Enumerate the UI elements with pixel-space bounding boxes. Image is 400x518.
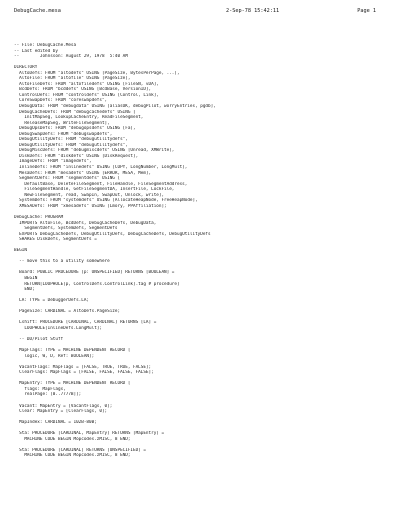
code-line: BEGIN: [14, 275, 38, 281]
header-page-label: Page: [357, 8, 370, 14]
code-line: NewFileSegment, read, SwapIn, SwapOut, Unlock, write],: [14, 192, 165, 198]
code-line: Vacant: MapEntry = [VacantFlags, 0];: [14, 403, 113, 409]
code-line: -- Last edited by: [14, 48, 58, 54]
code-line: MACHINE CODE BEGIN Mopcodes.zMISC, 8 END;: [14, 436, 131, 442]
code-line: SegmentDefs: FROM "segmentdefs" USING [: [14, 176, 121, 182]
code-line: VacantFlags: MapFlags = [FALSE, TRUE, TRUE, FALSE];: [14, 364, 152, 370]
code-line: RETURN[LOOPHOLE[p, ControlDefs.ControlLink].tag # procedure]: [14, 281, 180, 287]
code-line: DebugCache: PROGRAM: [14, 214, 64, 220]
code-line: DebugCacheDefs: FROM "debugcachedefs" USING [: [14, 109, 136, 115]
code-line: -- DD/Pilot Stuff: [14, 336, 64, 342]
code-line: DebugUtilityDefs: FROM "debugutilitydefs",: [14, 142, 128, 148]
code-line: MapEntry: TYPE = MACHINE DEPENDENT RECORD [: [14, 381, 131, 387]
code-line: DebugSwapDefs: FROM "debugswapdefs",: [14, 131, 113, 137]
code-line: ClearFlags: MapFlags = [FALSE, FALSE, FALSE, FALSE];: [14, 370, 154, 376]
header-date: 2-Sep-78 15:42:11: [226, 8, 280, 14]
code-line: -- move this to a utility somewhere: [14, 259, 110, 265]
code-line: LOOPHOLE[InlineDefs.LongMult];: [14, 325, 102, 331]
code-line: EXPORTS DebugCacheDefs, DebugUtilityDefs, DebugCacheDefs, DebugUtilityDefs: [14, 231, 211, 237]
code-line: XMESADefs: FROM "xmesadefs" USING [Lmory, PPAffiliation];: [14, 203, 167, 209]
code-line: LA: TYPE = DebuggerDefs.LA;: [14, 298, 90, 304]
code-line: AltoFile: FROM "altofile" USING [PageSize],: [14, 76, 131, 82]
code-line: IMPORTS AltoFile, BcdDefs, DebugCacheDefs, DebugData,: [14, 220, 157, 226]
code-line: Sta: PROCEDURE [CARDINAL, MapEntry] RETURNS [MapEntry] =: [14, 431, 165, 437]
code-line: SegmentDefs, SystemDefs, SegmentDefs: [14, 226, 118, 232]
header-page: [357, 5, 376, 17]
code-line: DiskDefs: FROM "diskdefs" USING [DiskRequest],: [14, 153, 139, 159]
code-line: MACHINE CODE BEGIN Mopcodes.zMISC, 8 END;: [14, 453, 131, 459]
code-line: -- File: DebugCache.Mesa: [14, 43, 77, 48]
code-line: Sta: PROCEDURE [CARDINAL] RETURNS [UNSPECIFIED] =: [14, 447, 146, 453]
code-line: DebugData: FROM "debugdata" USING [aliasOK, debugPilot, worryEntries, pgdb],: [14, 104, 216, 110]
code-line: END;: [14, 287, 35, 293]
code-line: BEGIN: [14, 248, 27, 254]
code-line: DebugUtilityDefs: FROM "debugutilitydefs",: [14, 137, 128, 143]
code-line: ImageDefs: FROM "imagedefs",: [14, 159, 92, 165]
header-page-number: 1: [372, 8, 376, 14]
code-line: MapFlags: TYPE = MACHINE DEPENDENT RECORD [: [14, 348, 131, 354]
code-line: MapIndex: CARDINAL = 102B-80B;: [14, 420, 97, 426]
code-line: DIRECTORY: [14, 65, 38, 71]
code-line: AltoFileDefs: FROM "altofiledefs" USING [FileSN, vDA],: [14, 81, 159, 87]
code-line: flags: MapFlags,: [14, 386, 66, 392]
code-line: DebugMiscDefs: FROM "debugmiscdefs" USING [Unread, XMWrite],: [14, 148, 175, 154]
code-line: CoreSwapDefs: FROM "coreswapdefs",: [14, 98, 108, 104]
code-line: ControlDefs: FROM "controldefs" USING [Control, Link],: [14, 92, 159, 98]
code-line: MesaDefs: FROM "mesadefs" USING [ERROR, MESA, Mem],: [14, 170, 152, 176]
code-line: InlineDefs: FROM "inlinedefs" USING [COPY, LongNumber, LongMult],: [14, 165, 188, 171]
page-header: [14, 5, 390, 17]
code-line: PageSize: CARDINAL = AltoDefs.PageSize;: [14, 309, 121, 315]
code-line: DebugOpsDefs: FROM "debugopsdefs" USING [Fa],: [14, 126, 136, 132]
header-filename: DebugCache.mesa: [14, 8, 61, 14]
code-line: BcdDefs: FROM "bcddefs" USING [BcdBase, VersionID],: [14, 87, 152, 93]
code-line: Lshift: PROCEDURE [CARDINAL, CARDINAL] RETURNS [LA] =: [14, 320, 157, 326]
code-line: InitMapSeg, LookupCacheEntry, ReadFileSegment,: [14, 115, 144, 121]
code-line: realPage: [0..7777B]];: [14, 392, 82, 398]
code-line: SHARES DiskDefs, SegmentDefs =: [14, 237, 97, 243]
code-line: DefaultBase, DeleteFileSegment, FileHandle, FileSegmentAddress,: [14, 181, 188, 187]
code-line: SystemDefs: FROM "systemdefs" USING [AllocateHeapNode, FreeHeapNode],: [14, 198, 198, 204]
code-line: FileSegmentHandle, GetFileSegmentDA, InsertFile, LockFile,: [14, 187, 175, 193]
code-line: Board: PUBLIC PROCEDURE [p: UNSPECIFIED] RETURNS [BOOLEAN] =: [14, 270, 175, 276]
code-line: Clear: MapEntry = [ClearFlags, 0];: [14, 409, 108, 415]
code-line: -- Johnsson: August 29, 1978 5:40 AM: [14, 54, 128, 60]
code-line: logic, W, D, Ref: BOOLEAN];: [14, 353, 95, 359]
code-line: ReleaseMapSeg, WriteFileSegment],: [14, 120, 110, 126]
code-line: AltoDefs: FROM "altodefs" USING [PageSize, BytesPerPage, ...],: [14, 70, 180, 76]
code-listing: [14, 43, 390, 459]
